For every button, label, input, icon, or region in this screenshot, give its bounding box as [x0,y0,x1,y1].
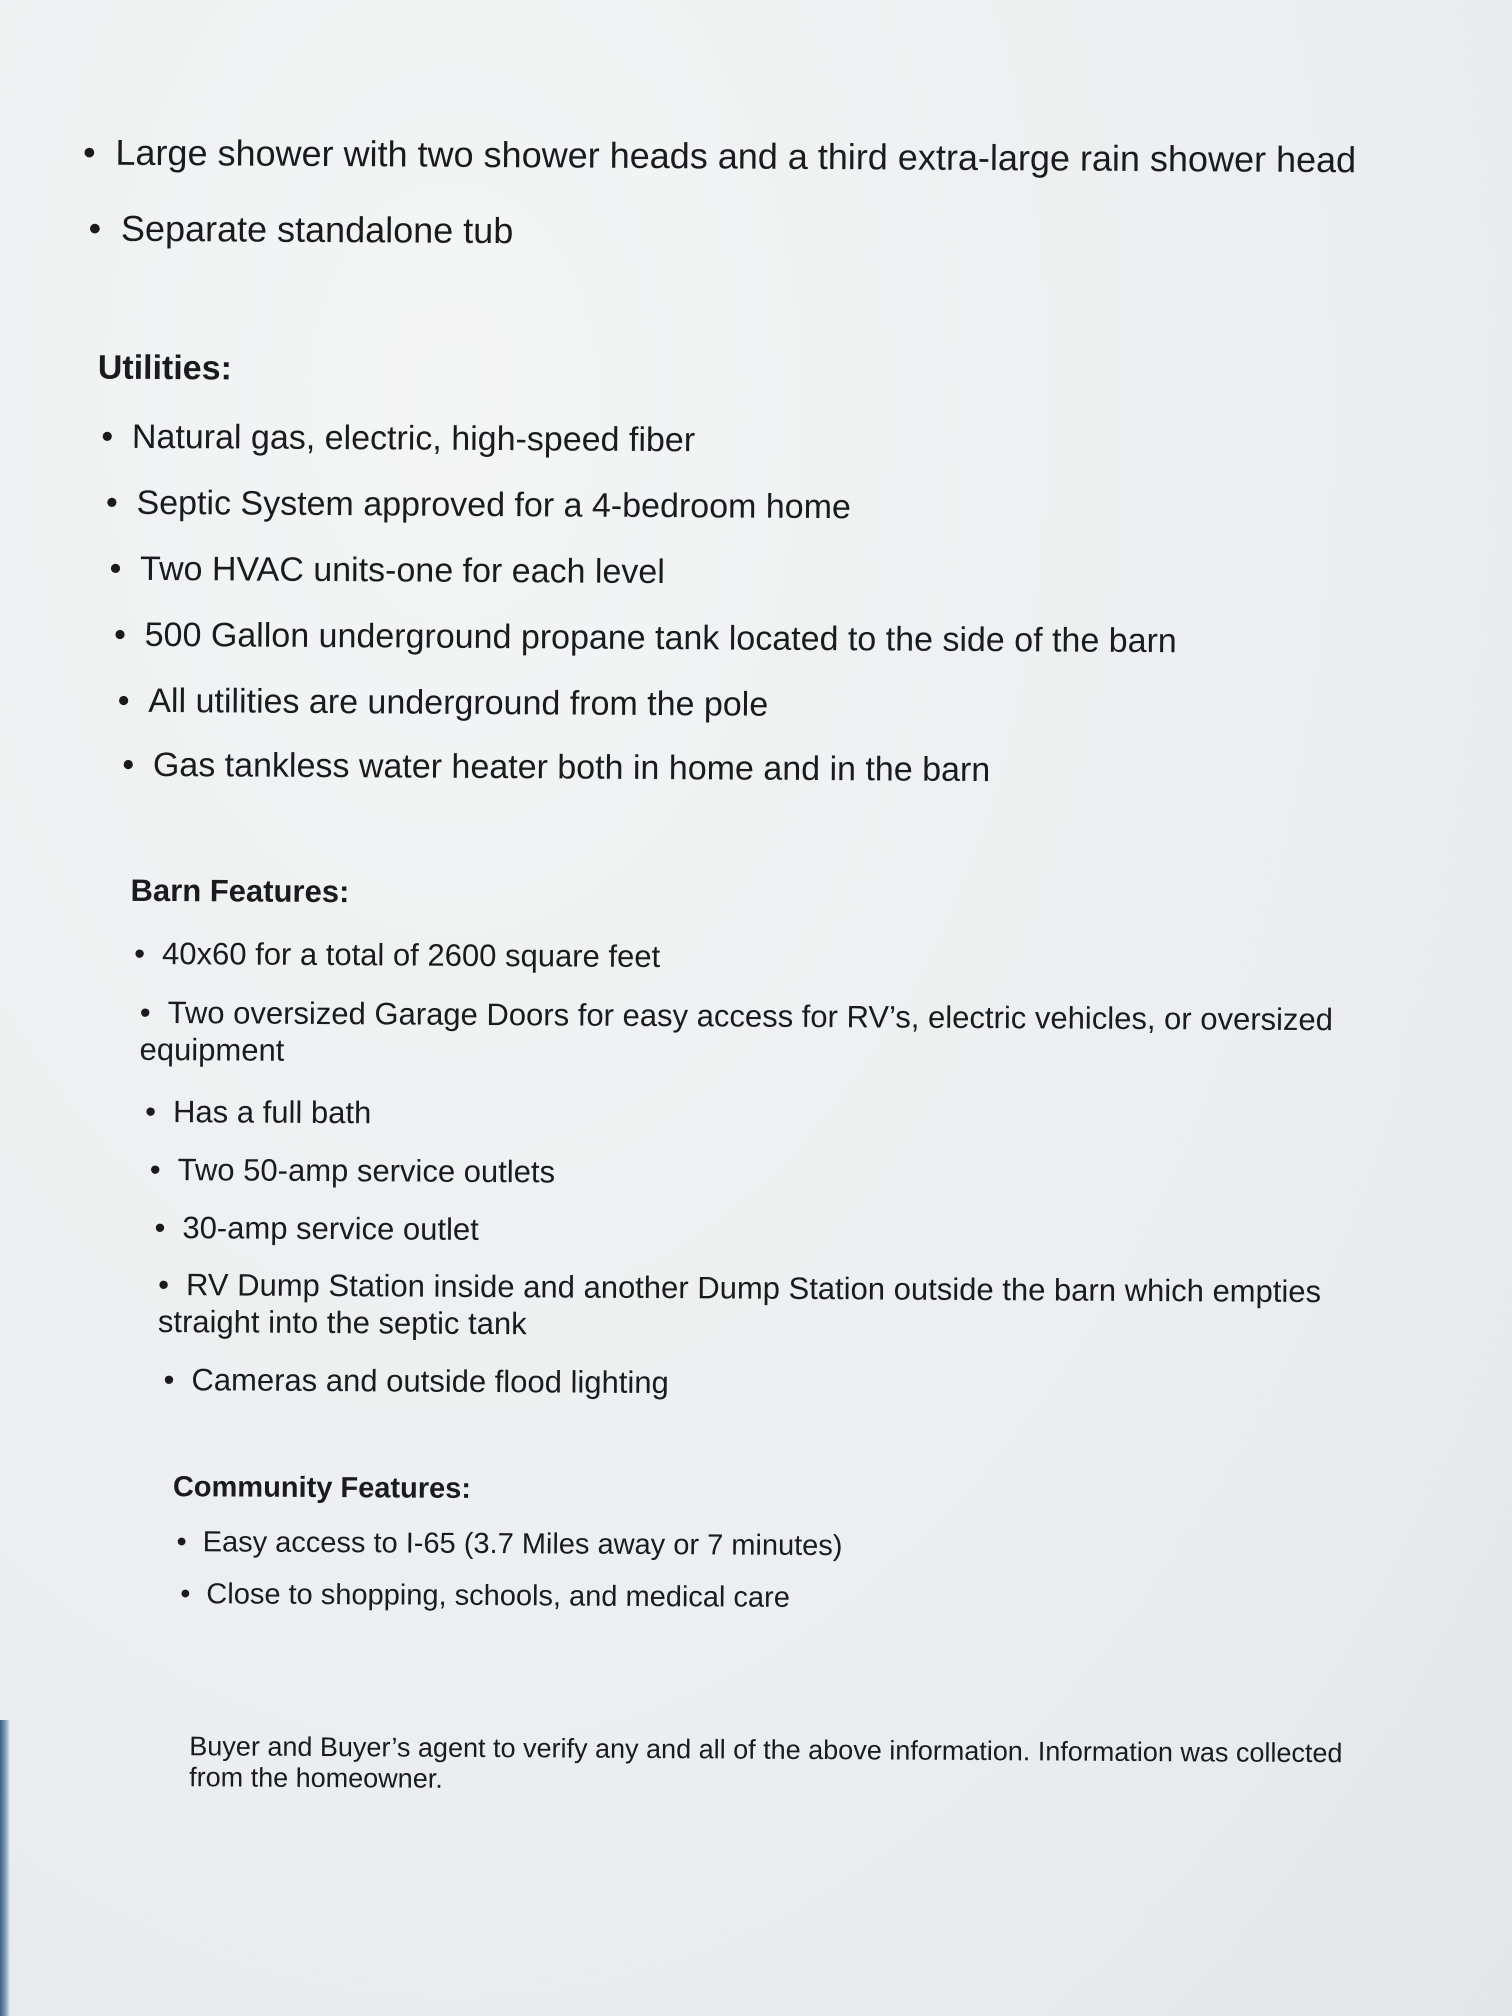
list-item-text: 30-amp service outlet [182,1210,479,1247]
list-item [150,1151,555,1191]
list-item [109,549,665,593]
list-item-text: 40x60 for a total of 2600 square feet [161,936,661,975]
section-heading-barn-features: Barn Features: [130,872,350,910]
bullet: • [101,417,114,456]
list-item [122,745,990,791]
list-item-text: Two oversized Garage Doors for easy access for RV’s, electric vehicles, or oversized equipment [139,995,1334,1068]
list-item-text: Two 50-amp service outlets [177,1152,556,1190]
list-item [101,417,695,461]
list-item-text: Natural gas, electric, high-speed fiber [131,417,696,460]
list-item [180,1577,790,1616]
list-item-text: Separate standalone tub [120,207,514,252]
section-heading-utilities: Utilities: [97,348,232,388]
bullet: • [88,207,102,249]
list-item [145,1093,371,1132]
list-item [154,1209,478,1248]
list-item-text: Two HVAC units-one for each level [140,549,665,592]
disclaimer-text: Buyer and Buyer’s agent to verify any and all of the above information. Information was collected from the homeowner. [189,1731,1343,1794]
bullet: • [109,549,122,588]
list-item-text: Septic System approved for a 4-bedroom home [136,483,852,527]
list-item [106,483,851,528]
list-item [118,681,769,726]
list-item-text: All utilities are underground from the pole [148,681,769,724]
bullet: • [154,1209,166,1246]
bullet: • [82,131,96,173]
list-item [158,1267,1358,1347]
bullet: • [105,483,118,522]
bullet: • [117,681,130,720]
bullet: • [139,994,151,1030]
section-heading-community-features: Community Features: [172,1471,472,1505]
bullet: • [134,935,146,971]
list-item-text: Has a full bath [172,1094,372,1131]
list-item [139,995,1409,1076]
list-item [114,615,1177,662]
list-item [134,935,660,975]
list-item-text: Large shower with two shower heads and a third extra-large rain shower head [115,131,1357,181]
list-item [176,1525,842,1564]
bullet: • [122,745,135,784]
list-item-text: Gas tankless water heater both in home and in the barn [152,745,991,790]
list-item [163,1361,668,1401]
list-item-text: Cameras and outside flood lighting [191,1362,669,1401]
list-item [88,207,513,253]
bullet: • [180,1578,191,1611]
list-item-text: Easy access to I-65 (3.7 Miles away or 7 minutes) [202,1526,843,1563]
list-item-text: RV Dump Station inside and another Dump Station outside the barn which empties straight into the septic tank [157,1267,1322,1341]
list-item-text: Close to shopping, schools, and medical care [206,1578,791,1614]
bullet: • [145,1093,157,1129]
list-item-text: 500 Gallon underground propane tank located to the side of the barn [144,615,1177,661]
bullet: • [163,1362,175,1398]
bullet: • [176,1526,187,1559]
list-item [83,131,1356,182]
bullet: • [114,615,127,654]
bullet: • [158,1266,170,1303]
bullet: • [149,1151,161,1188]
